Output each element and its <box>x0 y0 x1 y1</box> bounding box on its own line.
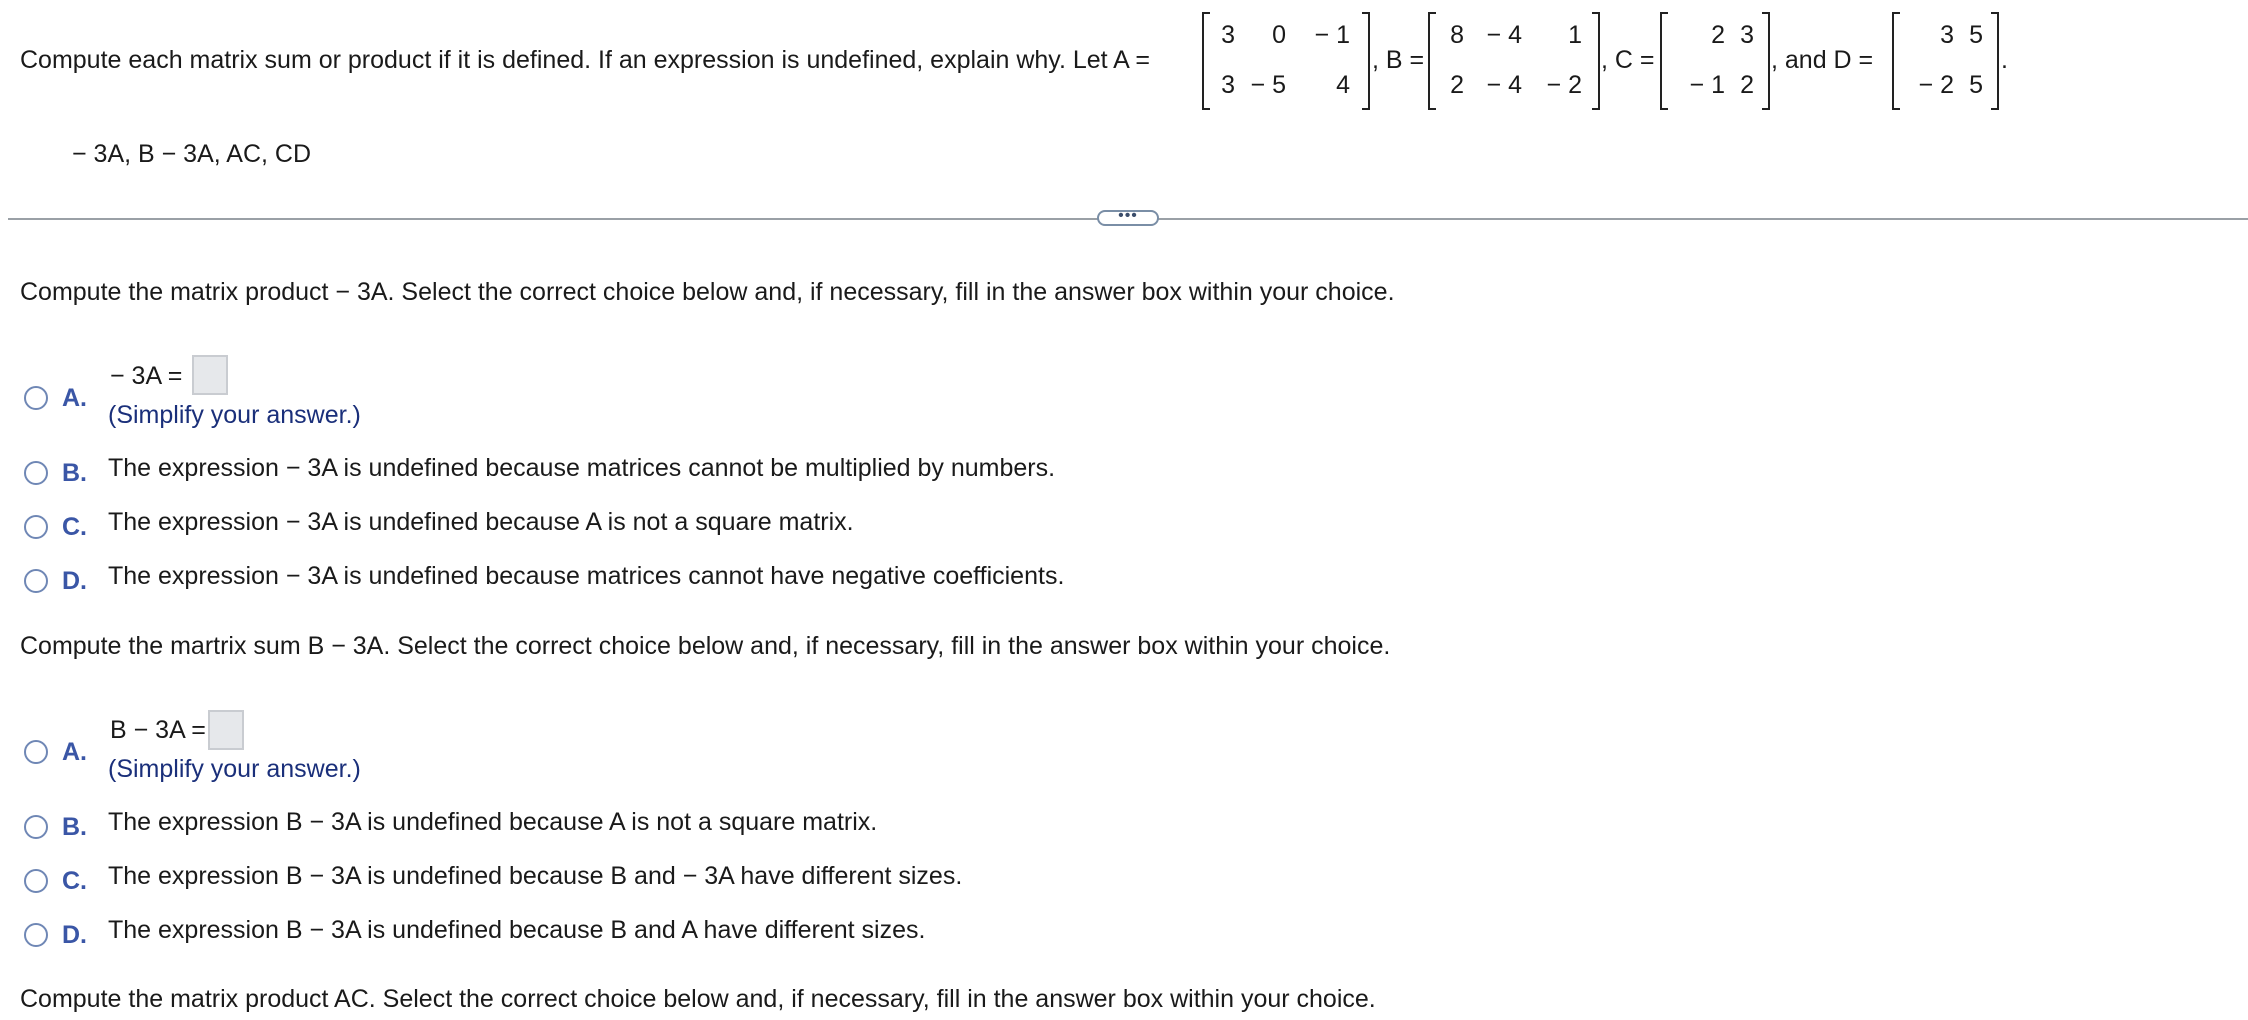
matrix-a-cell: − 1 <box>1314 21 1350 49</box>
expression-list: − 3A, B − 3A, AC, CD <box>72 140 312 168</box>
part2-choice-d-radio[interactable] <box>24 923 48 947</box>
part1-choice-a-expression: − 3A = <box>110 362 183 390</box>
matrix-b-cell: 2 <box>1450 71 1464 99</box>
matrix-d-cell: 5 <box>1969 71 1983 99</box>
more-options-button[interactable]: ••• <box>1097 210 1159 226</box>
matrix-a-cell: 3 <box>1221 71 1235 99</box>
part1-choice-b-text: The expression − 3A is undefined because matrices cannot be multiplied by numbers. <box>108 454 1056 482</box>
matrix-c-cell: − 1 <box>1689 71 1725 99</box>
end-period: . <box>2001 46 2008 74</box>
label-c: , C = <box>1601 46 1655 74</box>
matrix-d-cell: − 2 <box>1918 71 1954 99</box>
matrix-b-cell: 1 <box>1568 21 1582 49</box>
part2-simplify-hint: (Simplify your answer.) <box>108 755 361 783</box>
problem-intro: Compute each matrix sum or product if it is defined. If an expression is undefined, explain why. Let A = <box>20 46 1151 74</box>
matrix-c-cell: 2 <box>1740 71 1754 99</box>
matrix-b-cell: − 4 <box>1486 21 1522 49</box>
part2-choice-d-text: The expression B − 3A is undefined because B and A have different sizes. <box>108 916 926 944</box>
part1-simplify-hint: (Simplify your answer.) <box>108 401 361 429</box>
part1-choice-d-radio[interactable] <box>24 569 48 593</box>
matrix-b-cell: − 2 <box>1546 71 1582 99</box>
part2-choice-a-radio[interactable] <box>24 740 48 764</box>
part2-choice-b-label: B. <box>62 813 87 841</box>
part1-answer-box[interactable] <box>192 355 228 395</box>
part2-choice-b-text: The expression B − 3A is undefined because A is not a square matrix. <box>108 808 878 836</box>
matrix-a-cell: 0 <box>1272 21 1286 49</box>
matrix-a <box>1202 12 1370 110</box>
matrix-a-cell: 3 <box>1221 21 1235 49</box>
matrix-b-cell: − 4 <box>1486 71 1522 99</box>
matrix-d-cell: 5 <box>1969 21 1983 49</box>
part1-choice-d-text: The expression − 3A is undefined because matrices cannot have negative coefficients. <box>108 562 1065 590</box>
label-b: , B = <box>1372 46 1425 74</box>
part2-choice-c-label: C. <box>62 867 87 895</box>
part1-choice-b-label: B. <box>62 459 87 487</box>
part1-choice-a-label: A. <box>62 384 87 412</box>
part2-choice-c-text: The expression B − 3A is undefined because B and − 3A have different sizes. <box>108 862 963 890</box>
part2-choice-a-label: A. <box>62 738 87 766</box>
part2-choice-d-label: D. <box>62 921 87 949</box>
part1-choice-c-text: The expression − 3A is undefined because A is not a square matrix. <box>108 508 854 536</box>
matrix-a-cell: − 5 <box>1250 71 1286 99</box>
part2-choice-b-radio[interactable] <box>24 815 48 839</box>
matrix-d <box>1892 12 1999 110</box>
matrix-a-cell: 4 <box>1336 71 1350 99</box>
part2-prompt: Compute the martrix sum B − 3A. Select the correct choice below and, if necessary, fill in the answer box within your choice. <box>20 632 1391 660</box>
part1-choice-b-radio[interactable] <box>24 461 48 485</box>
part1-choice-a-radio[interactable] <box>24 386 48 410</box>
part1-prompt: Compute the matrix product − 3A. Select the correct choice below and, if necessary, fill in the answer box within your choice. <box>20 278 1395 306</box>
part1-choice-c-radio[interactable] <box>24 515 48 539</box>
matrix-c <box>1660 12 1770 110</box>
matrix-c-cell: 3 <box>1740 21 1754 49</box>
part1-choice-c-label: C. <box>62 513 87 541</box>
part2-choice-a-expression: B − 3A = <box>110 716 206 744</box>
matrix-d-cell: 3 <box>1940 21 1954 49</box>
part2-choice-c-radio[interactable] <box>24 869 48 893</box>
part3-prompt: Compute the matrix product AC. Select the correct choice below and, if necessary, fill in the answer box within your choice. <box>20 985 1376 1013</box>
label-d: , and D = <box>1771 46 1874 74</box>
matrix-b <box>1428 12 1600 110</box>
matrix-c-cell: 2 <box>1711 21 1725 49</box>
part2-answer-box[interactable] <box>208 710 244 750</box>
part1-choice-d-label: D. <box>62 567 87 595</box>
matrix-b-cell: 8 <box>1450 21 1464 49</box>
